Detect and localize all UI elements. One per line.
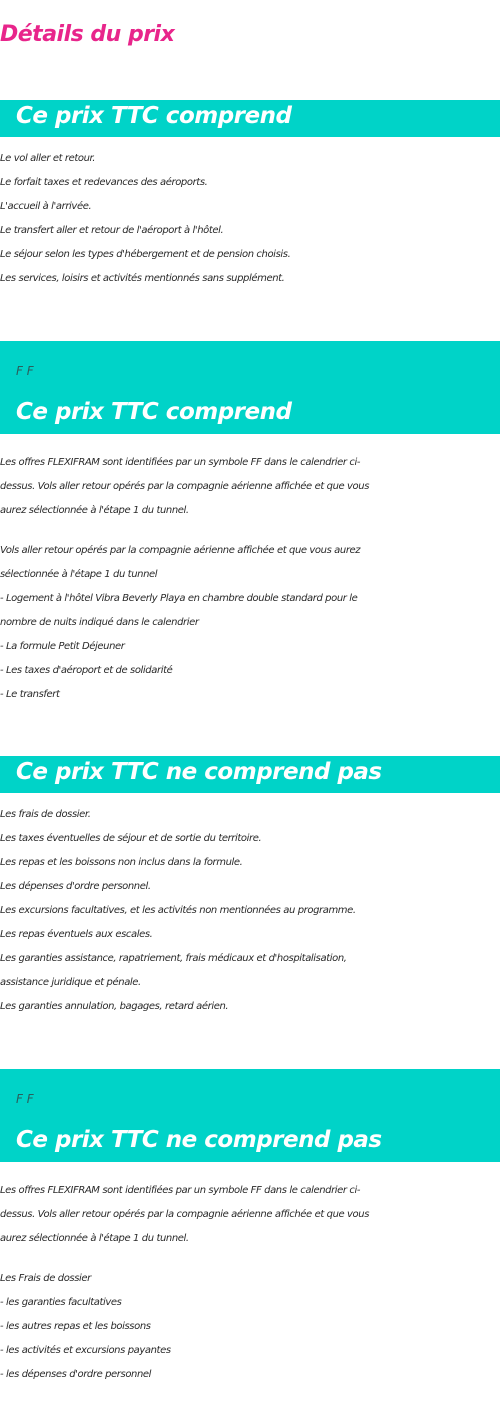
list-item: L'accueil à l'arrivée.	[0, 201, 92, 212]
includes-list	[0, 147, 500, 291]
section-heading: Ce prix TTC comprend	[16, 103, 292, 129]
page-title: Détails du prix	[0, 22, 175, 47]
paragraph-line: Les offres FLEXIFRAM sont identifiées par un symbole FF dans le calendrier ci-	[0, 1185, 361, 1196]
section-banner-ff-excludes	[0, 1069, 500, 1162]
paragraph-line: - Les taxes d'aéroport et de solidarité	[0, 665, 173, 676]
paragraph-line: - les garanties facultatives	[0, 1297, 122, 1308]
list-item: Les services, loisirs et activités mentionnés sans supplément.	[0, 273, 285, 284]
section-banner-ff-includes	[0, 341, 500, 434]
list-item: Le forfait taxes et redevances des aéroports.	[0, 177, 208, 188]
paragraph-line: dessus. Vols aller retour opérés par la compagnie aérienne affichée et que vous	[0, 1209, 370, 1220]
paragraph-line: Les offres FLEXIFRAM sont identifiées par un symbole FF dans le calendrier ci-	[0, 457, 361, 468]
list-item: Le vol aller et retour.	[0, 153, 96, 164]
list-item: assistance juridique et pénale.	[0, 977, 141, 988]
list-item: Les excursions facultatives, et les activités non mentionnées au programme.	[0, 905, 356, 916]
paragraph-line: - La formule Petit Déjeuner	[0, 641, 125, 652]
list-item: Les taxes éventuelles de séjour et de sortie du territoire.	[0, 833, 262, 844]
section-heading: Ce prix TTC ne comprend pas	[16, 759, 382, 785]
ff-symbol-label: F F	[16, 364, 34, 378]
excludes-list	[0, 803, 500, 1019]
list-item: Les frais de dossier.	[0, 809, 91, 820]
paragraph-line: sélectionnée à l'étape 1 du tunnel	[0, 569, 158, 580]
paragraph-line: - Logement à l'hôtel Vibra Beverly Playa en chambre double standard pour le	[0, 593, 358, 604]
list-item: Le transfert aller et retour de l'aéroport à l'hôtel.	[0, 225, 224, 236]
list-item: Les dépenses d'ordre personnel.	[0, 881, 151, 892]
section-heading: Ce prix TTC ne comprend pas	[16, 1127, 382, 1153]
paragraph-line: aurez sélectionnée à l'étape 1 du tunnel.	[0, 505, 189, 516]
paragraph-line: nombre de nuits indiqué dans le calendrier	[0, 617, 199, 628]
section-banner-includes	[0, 100, 500, 137]
section-heading: Ce prix TTC comprend	[16, 399, 292, 425]
paragraph-line: - Le transfert	[0, 689, 60, 700]
paragraph-line: aurez sélectionnée à l'étape 1 du tunnel.	[0, 1233, 189, 1244]
paragraph-line: - les autres repas et les boissons	[0, 1321, 151, 1332]
ff-symbol-label: F F	[16, 1092, 34, 1106]
list-item: Les repas éventuels aux escales.	[0, 929, 153, 940]
paragraph-line: dessus. Vols aller retour opérés par la compagnie aérienne affichée et que vous	[0, 481, 370, 492]
list-item: Les garanties assistance, rapatriement, frais médicaux et d'hospitalisation,	[0, 953, 347, 964]
ff-includes-intro	[0, 451, 500, 523]
ff-excludes-intro	[0, 1179, 500, 1251]
list-item: Les repas et les boissons non inclus dans la formule.	[0, 857, 243, 868]
paragraph-line: Les Frais de dossier	[0, 1273, 91, 1284]
ff-excludes-details	[0, 1267, 500, 1387]
paragraph-line: - les dépenses d'ordre personnel	[0, 1369, 152, 1380]
list-item: Le séjour selon les types d'hébergement et de pension choisis.	[0, 249, 291, 260]
paragraph-line: - les activités et excursions payantes	[0, 1345, 171, 1356]
paragraph-line: Vols aller retour opérés par la compagnie aérienne affichée et que vous aurez	[0, 545, 361, 556]
list-item: Les garanties annulation, bagages, retard aérien.	[0, 1001, 229, 1012]
ff-includes-details	[0, 539, 500, 707]
section-banner-excludes	[0, 756, 500, 793]
